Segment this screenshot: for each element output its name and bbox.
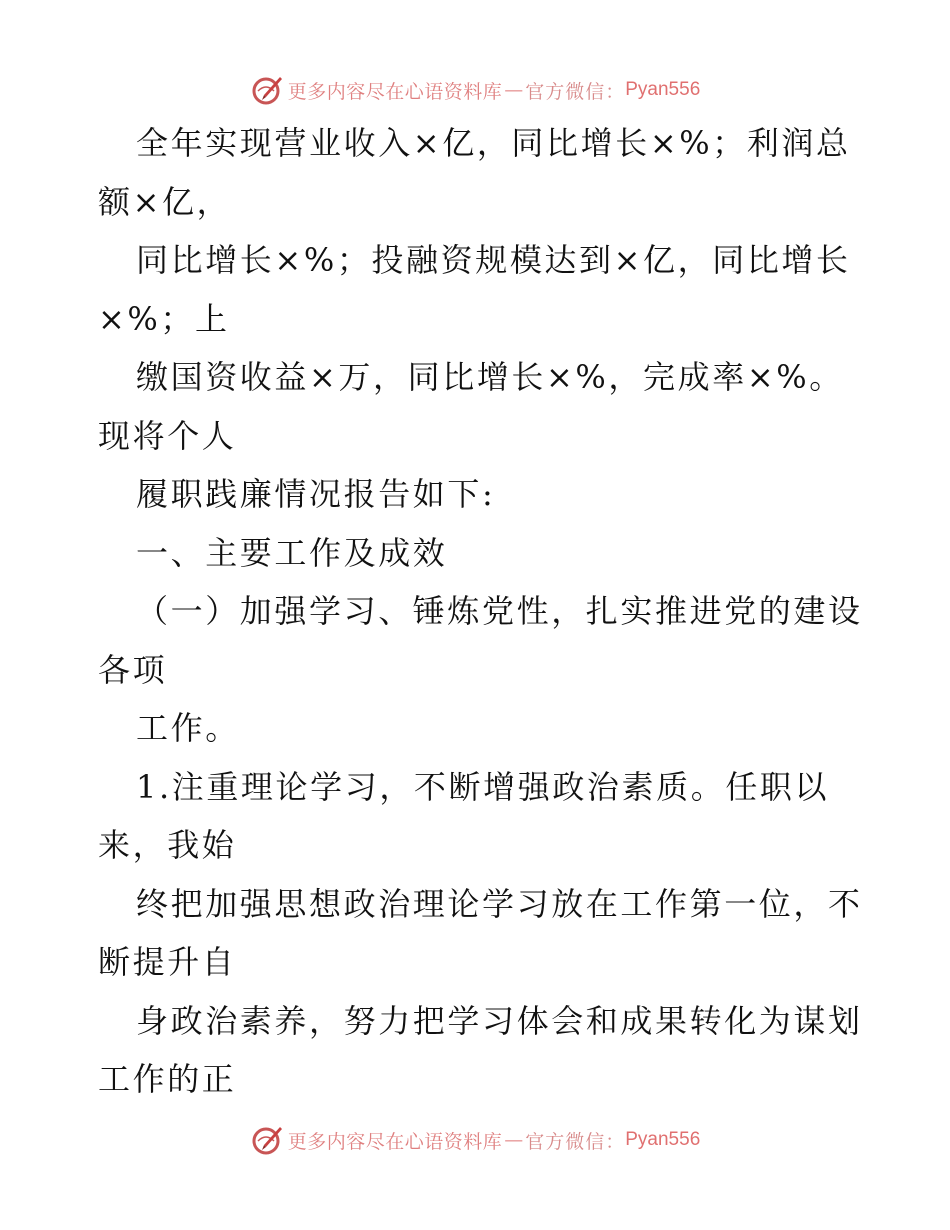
- text-line: （一）加强学习、锤炼党性，扎实推进党的建设: [136, 592, 863, 630]
- text-line: 同比增长×%；投融资规模达到×亿，同比增长: [136, 241, 851, 279]
- text-line: 全年实现营业收入×亿，同比增长×%；利润总: [136, 124, 851, 162]
- watermark-site-text: 更多内容尽在心语资料库: [287, 80, 503, 103]
- watermark-wechat-id: Pyan556: [625, 79, 701, 100]
- header-watermark: [0, 70, 950, 110]
- watermark-site-text: 更多内容尽在心语资料库: [287, 1130, 503, 1153]
- text-line: 工作的正: [98, 1060, 237, 1098]
- text-line: 一、主要工作及成效: [136, 533, 448, 572]
- text-line: 终把加强思想政治理论学习放在工作第一位，不: [136, 884, 863, 923]
- pen-globe-logo-icon: [250, 73, 284, 107]
- text-line: 来，我始: [98, 826, 237, 864]
- text-line: 各项: [98, 650, 168, 689]
- watermark-official-label: 官方微信：: [525, 80, 626, 103]
- text-line: 缴国资收益×万，同比增长×%，完成率×%。: [136, 358, 844, 396]
- text-line: 1.注重理论学习，不断增强政治素质。任职以: [136, 767, 830, 806]
- text-line: 身政治素养，努力把学习体会和成果转化为谋划: [136, 1001, 863, 1040]
- watermark-dash: —: [504, 79, 524, 101]
- watermark-wechat-id: Pyan556: [625, 1129, 701, 1150]
- watermark-official-label: 官方微信：: [525, 1130, 626, 1153]
- footer-watermark: [0, 1120, 950, 1160]
- text-line: 现将个人: [98, 416, 237, 455]
- watermark-dash: —: [504, 1129, 524, 1151]
- text-line: 断提升自: [98, 943, 237, 981]
- text-line: 履职践廉情况报告如下:: [136, 475, 496, 513]
- text-line: 额×亿，: [98, 182, 232, 221]
- text-line: 工作。: [136, 709, 240, 747]
- document-body: [98, 114, 863, 1109]
- text-line: ×%；上: [98, 299, 230, 338]
- pen-globe-logo-icon: [250, 1123, 284, 1157]
